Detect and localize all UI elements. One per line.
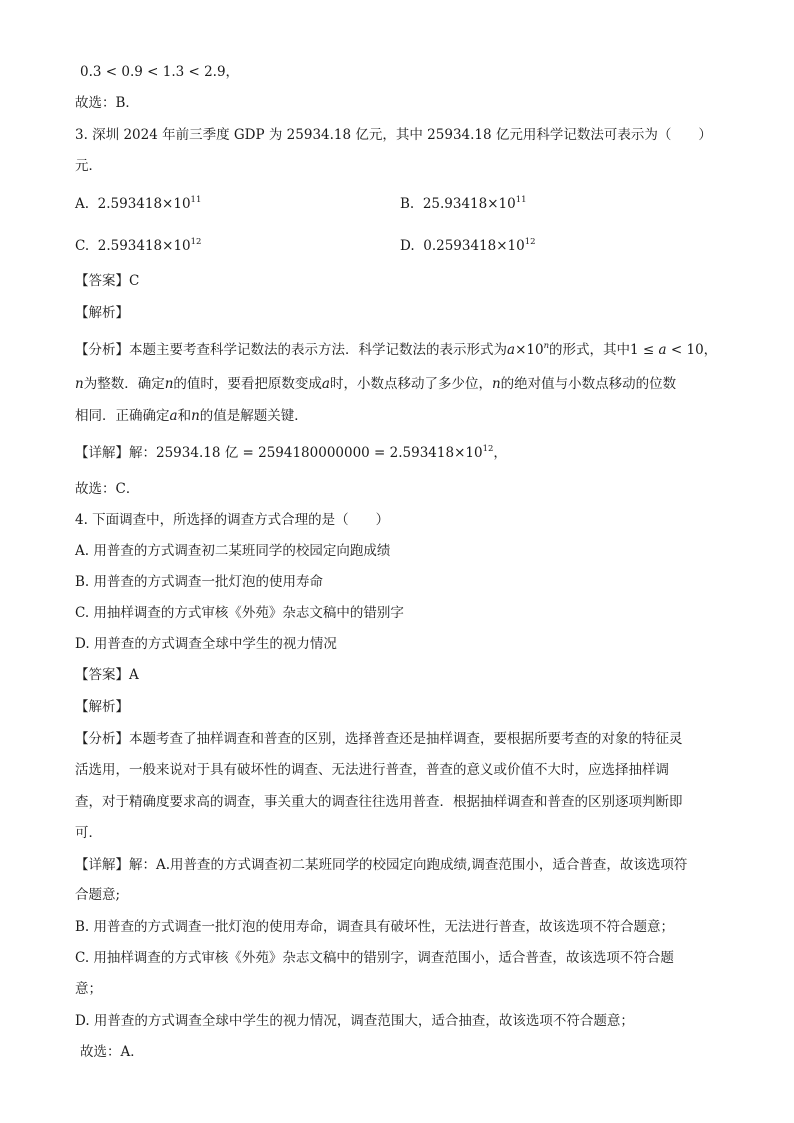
- options-row-ab: [75, 194, 724, 214]
- analysis-4-line-3: 查，对于精确度要求高的调查，事关重大的调查往往选用普查．根据抽样调查和普查的区别逐项判断即: [75, 794, 683, 810]
- question-4-option-c: C. 用抽样调查的方式审核《外苑》杂志文稿中的错别字: [75, 605, 404, 621]
- solution-4-line-3: B. 用普查的方式调查一批灯泡的使用寿命，调查具有破坏性，无法进行普查，故该选项不符合题意；: [75, 919, 675, 935]
- question-4-text: 4. 下面调查中，所选择的调查方式合理的是（ ）: [75, 512, 390, 528]
- option-c: C. $2.593418\times 10^{12}$: [75, 237, 202, 254]
- analysis-4-line-2: 活选用，一般来说对于具有破坏性的调查、无法进行普查，普查的意义或价值不大时，应选择抽样调: [75, 762, 669, 778]
- answer-3: 【答案】C: [75, 273, 140, 289]
- solution-4-line-2: 合题意;: [75, 887, 121, 903]
- solution-4-line-4: C. 用抽样调查的方式审核《外苑》杂志文稿中的错别字，调查范围小，适合普查，故该选项不符合题: [75, 950, 674, 966]
- analysis-4-line-1: 【分析】本题考查了抽样调查和普查的区别，选择普查还是抽样调查，要根据所要考查的对象的特征灵: [75, 731, 683, 747]
- analysis-3-line-2: n为整数．确定n的值时，要看把原数变成a时，小数点移动了多少位，n的绝对值与小数点移动的位数: [75, 376, 677, 392]
- solution-4-line-5: 意；: [75, 981, 102, 997]
- option-b: B. $25.93418\times 10^{11}$: [400, 195, 527, 212]
- answer-4: 【答案】A: [75, 667, 139, 683]
- analysis-4-line-4: 可．: [75, 825, 102, 841]
- option-a: A. $2.593418\times 10^{11}$: [75, 195, 202, 212]
- question-3-text: 3. 深圳 2024 年前三季度 GDP 为 25934.18 亿元，其中 25934.18 亿元用科学记数法可表示为（ ）: [75, 127, 712, 143]
- analysis-3-heading: 【解析】: [75, 305, 129, 321]
- solution-3: 【详解】解：25934.18 亿 = $2594180000000 = 2.593418\times 10^{12}$，: [75, 444, 507, 461]
- analysis-3-line-1: 【分析】本题主要考查科学记数法的表示方法．科学记数法的表示形式为$a\times 10^n$的形式，其中1 ≤ a < 10，: [75, 341, 718, 358]
- answer-choice-3: 故选：C．: [75, 481, 140, 497]
- analysis-4-heading: 【解析】: [75, 699, 129, 715]
- question-4-option-b: B. 用普查的方式调查一批灯泡的使用寿命: [75, 574, 324, 590]
- answer-choice-4: 故选：A．: [80, 1044, 144, 1060]
- option-d: D. $0.2593418\times 10^{12}$: [400, 237, 536, 254]
- inequality-line: 0.3 < 0.9 < 1.3 < 2.9，: [80, 64, 240, 80]
- solution-4-line-6: D. 用普查的方式调查全球中学生的视力情况，调查范围大，适合抽查，故该选项不符合题意；: [75, 1013, 634, 1029]
- solution-4-line-1: 【详解】解：A.用普查的方式调查初二某班同学的校园定向跑成绩,调查范围小，适合普查，故该选项符: [75, 857, 688, 873]
- answer-choice-line: 故选：B．: [75, 95, 139, 111]
- options-row-cd: [75, 236, 724, 256]
- question-4-option-d: D. 用普查的方式调查全球中学生的视力情况: [75, 636, 337, 652]
- question-3-continuation: 元．: [75, 158, 102, 174]
- question-4-option-a: A. 用普查的方式调查初二某班同学的校园定向跑成绩: [75, 543, 391, 559]
- analysis-3-line-3: 相同．正确确定a和n的值是解题关键．: [75, 408, 308, 424]
